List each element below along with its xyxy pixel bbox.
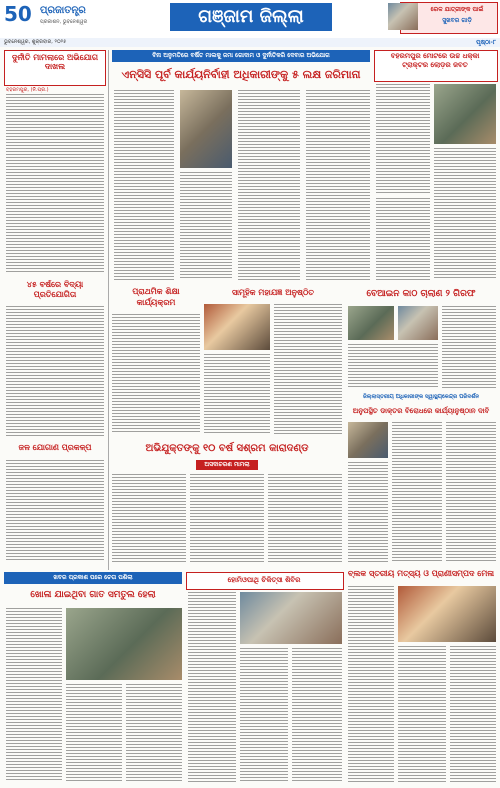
fair-body-3 xyxy=(450,646,496,782)
bottom-kicker: ଖବର ପ୍ରକାଶ ପରେ ଚେତା ପଶିଲା xyxy=(4,572,182,584)
left-mid-headline[interactable]: ୪୫ ବର୍ଷରେ ବିଦ୍ୟା ପ୍ରତିଯୋଗିତା xyxy=(26,280,84,299)
fair-body-2 xyxy=(398,646,446,782)
court-body-2 xyxy=(190,474,264,564)
mid-row-headline-1[interactable]: ପ୍ରାଥମିକ ଶିକ୍ଷା କାର୍ଯ୍ୟକ୍ରମ xyxy=(132,287,180,307)
health-body-2 xyxy=(446,422,496,562)
bottom-mid-body-1 xyxy=(188,592,236,782)
health-kicker: ଜିଲ୍ଲାସ୍ତରୀୟ ଅଧିକାରୀଙ୍କ ସ୍ୱାସ୍ଥ୍ୟକେନ୍ଦ୍ର ପରିଦର୍ଶନ xyxy=(362,394,480,400)
column-rule xyxy=(108,50,109,570)
court-body-3 xyxy=(268,474,342,564)
mid-row-body-3 xyxy=(442,306,496,388)
health-body-1 xyxy=(392,422,442,562)
mid-row-photo-3a xyxy=(348,306,394,340)
anniversary-logo: 50 xyxy=(4,2,32,26)
left-top-byline: ବହରମପୁର, (ନି.ପ୍ର.) xyxy=(6,87,49,93)
right-top-body-1 xyxy=(376,84,430,194)
mid-row-photo-2 xyxy=(204,304,270,350)
right-top-body-3 xyxy=(376,198,430,280)
bottom-body-2 xyxy=(66,684,122,782)
court-body-1 xyxy=(112,474,186,564)
mid-row-body-3b xyxy=(348,344,438,388)
main-body-col-2 xyxy=(180,172,232,280)
main-photo xyxy=(180,90,232,168)
health-photo-1 xyxy=(348,422,388,458)
health-headline[interactable]: ଅନୁପସ୍ଥିତ ଡାକ୍ତର ବିରୋଧରେ କାର୍ଯ୍ୟାନୁଷ୍ଠାନ ଦାବି xyxy=(352,407,490,415)
dateline xyxy=(0,38,500,47)
bottom-mid-headline[interactable]: ହୋମିଓପାଥି ଚିକିତ୍ସା ଶିବିର xyxy=(227,576,301,584)
mid-row-body-2 xyxy=(274,304,342,434)
left-top-headline[interactable]: ଦୁର୍ନୀତି ମାମଲାରେ ଅଭିଯୋଗ ଦାଖଲ xyxy=(11,53,99,71)
paper-name: ପ୍ରଜାତନ୍ତ୍ର xyxy=(40,5,86,16)
main-body-col-1 xyxy=(114,90,174,280)
main-body-col-4 xyxy=(306,90,370,280)
section-title: ଗଞ୍ଜାମ ଜିଲ୍ଲା xyxy=(170,3,332,31)
tractor-photo xyxy=(434,84,496,144)
right-top-headline[interactable]: ବହରମପୁର ମୋଟରେ ଉଚ୍ଚ ଧକ୍କା ଟ୍ରାକ୍ଟର ଲୋଡ଼ର ଜବତ xyxy=(390,52,480,69)
left-low-headline[interactable]: ଜଳ ଯୋଗାଣ ପ୍ରକଳ୍ପ xyxy=(18,443,92,452)
mid-row-photo-3b xyxy=(398,306,438,340)
bottom-mid-body-3 xyxy=(292,648,342,782)
mid-row-body-1 xyxy=(112,314,200,434)
mid-row-headline-2[interactable]: ସାମୂହିକ ମହାଯଜ୍ଞ ଅନୁଷ୍ଠିତ xyxy=(231,288,314,297)
bottom-mid-body-2 xyxy=(240,648,288,782)
paper-subtitle: ପ୍ରକାଶନ, ଭୁବନେଶ୍ୱର xyxy=(40,19,88,25)
left-top-body xyxy=(6,94,104,274)
bottom-mid-photo xyxy=(240,592,342,644)
main-body-col-3 xyxy=(238,90,300,280)
fair-headline[interactable]: ବ୍ଲକ ସ୍ତରୀୟ ମତ୍ସ୍ୟ ଓ ପ୍ରାଣୀସମ୍ପଦ ମେଳା xyxy=(347,569,495,578)
main-headline[interactable]: ଏନ୍‌ସିସି ପୂର୍ବ କାର୍ଯ୍ୟନିର୍ବାହୀ ଅଧିକାରୀଙ୍କୁ ୫ ଲକ୍ଷ ଜରିମାନା xyxy=(121,68,361,81)
court-badge: ଅସଦାଚରଣ ମାମଲା xyxy=(196,460,258,470)
page-number: ପୃଷ୍ଠା-୮ xyxy=(476,39,496,46)
fair-photo xyxy=(398,586,496,642)
left-mid-body xyxy=(6,306,104,436)
court-headline[interactable]: ଅଭିଯୁକ୍ତଙ୍କୁ ୧୦ ବର୍ଷ ସଶ୍ରମ କାରାଦଣ୍ଡ xyxy=(145,443,309,454)
health-body-3 xyxy=(348,462,388,562)
fair-body-1 xyxy=(348,586,394,782)
left-low-body xyxy=(6,460,104,560)
promo-photo xyxy=(388,3,418,30)
bottom-body-3 xyxy=(126,684,182,782)
right-top-body-2 xyxy=(434,148,496,280)
promo-line-1: ରେଳ ଯାତ୍ରୀଙ୍କ ପାଇଁ xyxy=(430,6,484,13)
mid-row-headline-3[interactable]: ବେଆଇନ କାଠ ଚାଲାଣ ୨ ଗିରଫ xyxy=(366,289,476,299)
promo-line-2: ସୁଖବର ଗାଡ଼ି xyxy=(442,17,472,24)
mid-row-body-2b xyxy=(204,354,270,434)
bottom-headline[interactable]: ଖୋଳା ଯାଇଥିବା ଗାତ ସମତୁଲ ହେଲା xyxy=(30,590,156,600)
dateline-text: ଭୁବନେଶ୍ୱର, ଶୁକ୍ରବାର, ୨୦୨୫ xyxy=(4,39,67,45)
bottom-body-1 xyxy=(6,608,62,782)
main-kicker: ବିନା ଅନୁମତିରେ ବର୍ଷିତ ମାଲକୁ ଜମା ଗୋଦାମ ଓ ଦୁର୍ନୀତିକରି ଦେବାର ଅଭିଯୋଗ xyxy=(112,50,370,62)
bottom-photo xyxy=(66,608,182,680)
